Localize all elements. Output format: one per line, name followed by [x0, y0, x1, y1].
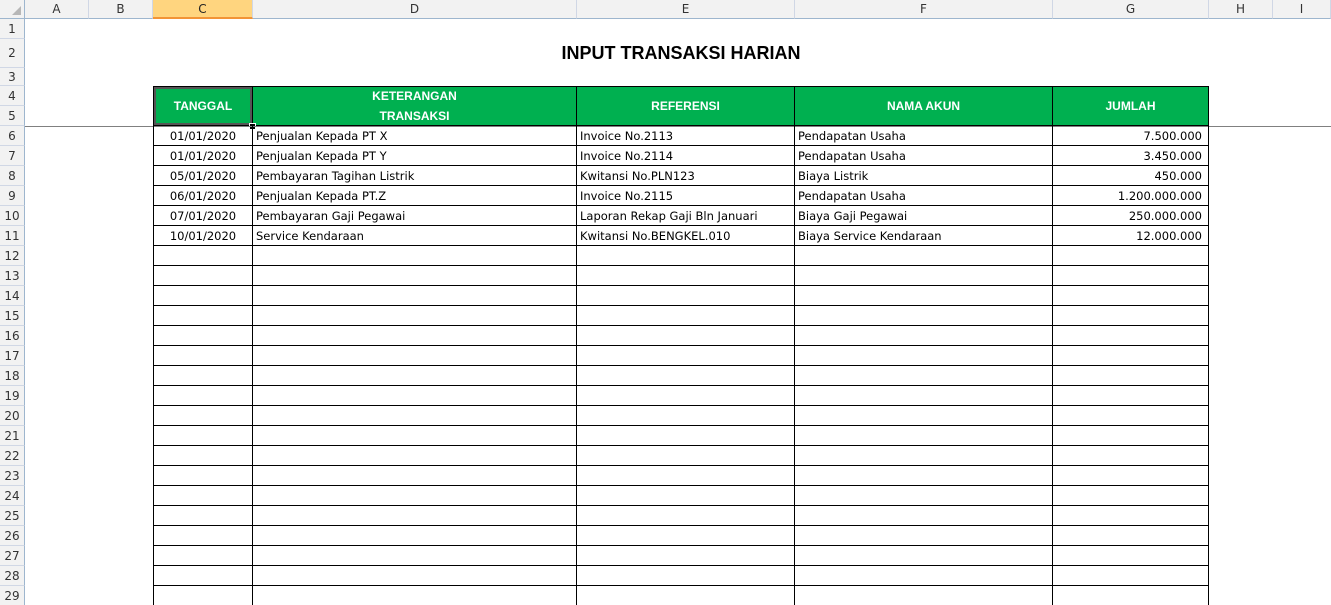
row-header-26[interactable]: 26: [0, 526, 25, 546]
cell-referensi[interactable]: Invoice No.2114: [577, 146, 795, 166]
row-header-18[interactable]: 18: [0, 366, 25, 386]
column-header-f[interactable]: F: [795, 0, 1053, 19]
cell-keterangan[interactable]: [253, 306, 577, 326]
cell-jumlah[interactable]: [1053, 386, 1209, 406]
cell-referensi[interactable]: [577, 446, 795, 466]
cell-jumlah[interactable]: [1053, 566, 1209, 586]
cell-referensi[interactable]: [577, 466, 795, 486]
column-header-a[interactable]: A: [25, 0, 89, 19]
row-header-12[interactable]: 12: [0, 246, 25, 266]
row-header-4[interactable]: 4: [0, 86, 25, 106]
cell-referensi[interactable]: Invoice No.2115: [577, 186, 795, 206]
cell-jumlah[interactable]: [1053, 286, 1209, 306]
cell-nama-akun[interactable]: [795, 246, 1053, 266]
row-header-19[interactable]: 19: [0, 386, 25, 406]
cell-keterangan[interactable]: [253, 446, 577, 466]
header-tanggal[interactable]: TANGGAL: [153, 86, 253, 126]
header-referensi[interactable]: REFERENSI: [577, 86, 795, 126]
row-header-1[interactable]: 1: [0, 19, 25, 39]
cell-keterangan[interactable]: Penjualan Kepada PT.Z: [253, 186, 577, 206]
select-all-corner[interactable]: [0, 0, 25, 19]
cell-tanggal[interactable]: [153, 346, 253, 366]
column-header-i[interactable]: I: [1273, 0, 1331, 19]
cell-nama-akun[interactable]: [795, 466, 1053, 486]
cell-nama-akun[interactable]: [795, 586, 1053, 605]
row-header-28[interactable]: 28: [0, 566, 25, 586]
cell-jumlah[interactable]: [1053, 506, 1209, 526]
cell-jumlah[interactable]: [1053, 266, 1209, 286]
cell-nama-akun[interactable]: [795, 446, 1053, 466]
row-header-25[interactable]: 25: [0, 506, 25, 526]
column-header-d[interactable]: D: [253, 0, 577, 19]
row-header-2[interactable]: 2: [0, 39, 25, 68]
cell-keterangan[interactable]: Pembayaran Tagihan Listrik: [253, 166, 577, 186]
cell-tanggal[interactable]: 01/01/2020: [153, 146, 253, 166]
cell-keterangan[interactable]: [253, 546, 577, 566]
cell-jumlah[interactable]: 12.000.000: [1053, 226, 1209, 246]
row-header-13[interactable]: 13: [0, 266, 25, 286]
cell-keterangan[interactable]: Penjualan Kepada PT Y: [253, 146, 577, 166]
column-header-e[interactable]: E: [577, 0, 795, 19]
cell-keterangan[interactable]: [253, 346, 577, 366]
cell-nama-akun[interactable]: Biaya Gaji Pegawai: [795, 206, 1053, 226]
column-header-g[interactable]: G: [1053, 0, 1209, 19]
cell-jumlah[interactable]: 450.000: [1053, 166, 1209, 186]
column-header-c[interactable]: C: [153, 0, 253, 19]
row-header-11[interactable]: 11: [0, 226, 25, 246]
cell-keterangan[interactable]: [253, 406, 577, 426]
cell-tanggal[interactable]: [153, 246, 253, 266]
cell-referensi[interactable]: [577, 546, 795, 566]
cell-nama-akun[interactable]: [795, 266, 1053, 286]
column-header-h[interactable]: H: [1209, 0, 1273, 19]
sheet-title[interactable]: INPUT TRANSAKSI HARIAN: [561, 43, 801, 63]
row-header-9[interactable]: 9: [0, 186, 25, 206]
row-header-23[interactable]: 23: [0, 466, 25, 486]
cell-referensi[interactable]: [577, 266, 795, 286]
cell-jumlah[interactable]: 250.000.000: [1053, 206, 1209, 226]
row-header-17[interactable]: 17: [0, 346, 25, 366]
cell-nama-akun[interactable]: [795, 506, 1053, 526]
row-header-24[interactable]: 24: [0, 486, 25, 506]
cell-keterangan[interactable]: [253, 466, 577, 486]
cell-keterangan[interactable]: [253, 386, 577, 406]
row-header-21[interactable]: 21: [0, 426, 25, 446]
cell-keterangan[interactable]: [253, 566, 577, 586]
row-header-27[interactable]: 27: [0, 546, 25, 566]
cell-jumlah[interactable]: [1053, 586, 1209, 605]
cell-referensi[interactable]: [577, 286, 795, 306]
cell-referensi[interactable]: [577, 426, 795, 446]
cell-tanggal[interactable]: [153, 306, 253, 326]
cell-jumlah[interactable]: 1.200.000.000: [1053, 186, 1209, 206]
cell-nama-akun[interactable]: Biaya Service Kendaraan: [795, 226, 1053, 246]
header-keterangan-line1: KETERANGAN: [372, 89, 457, 103]
cell-referensi[interactable]: [577, 566, 795, 586]
row-header-3[interactable]: 3: [0, 68, 25, 86]
cell-jumlah[interactable]: [1053, 366, 1209, 386]
cell-tanggal[interactable]: [153, 446, 253, 466]
cell-referensi[interactable]: [577, 326, 795, 346]
cell-referensi[interactable]: [577, 306, 795, 326]
cell-tanggal[interactable]: [153, 506, 253, 526]
row-header-16[interactable]: 16: [0, 326, 25, 346]
cell-referensi[interactable]: [577, 486, 795, 506]
cell-jumlah[interactable]: [1053, 526, 1209, 546]
cell-referensi[interactable]: [577, 246, 795, 266]
cell-nama-akun[interactable]: Biaya Listrik: [795, 166, 1053, 186]
cell-keterangan[interactable]: [253, 426, 577, 446]
cell-keterangan[interactable]: [253, 526, 577, 546]
cell-referensi[interactable]: [577, 506, 795, 526]
cell-tanggal[interactable]: [153, 406, 253, 426]
row-header-15[interactable]: 15: [0, 306, 25, 326]
cell-referensi[interactable]: Laporan Rekap Gaji Bln Januari: [577, 206, 795, 226]
cell-tanggal[interactable]: 07/01/2020: [153, 206, 253, 226]
cell-nama-akun[interactable]: [795, 326, 1053, 346]
row-header-10[interactable]: 10: [0, 206, 25, 226]
row-header-7[interactable]: 7: [0, 146, 25, 166]
cell-nama-akun[interactable]: [795, 286, 1053, 306]
cell-keterangan[interactable]: [253, 246, 577, 266]
row-header-29[interactable]: 29: [0, 586, 25, 605]
cell-tanggal[interactable]: [153, 526, 253, 546]
cell-keterangan[interactable]: Pembayaran Gaji Pegawai: [253, 206, 577, 226]
column-header-b[interactable]: B: [89, 0, 153, 19]
cell-tanggal[interactable]: 01/01/2020: [153, 126, 253, 146]
cell-jumlah[interactable]: [1053, 346, 1209, 366]
cell-nama-akun[interactable]: [795, 546, 1053, 566]
row-header-22[interactable]: 22: [0, 446, 25, 466]
cell-keterangan[interactable]: Penjualan Kepada PT X: [253, 126, 577, 146]
cell-nama-akun[interactable]: [795, 306, 1053, 326]
cell-nama-akun[interactable]: [795, 566, 1053, 586]
cell-jumlah[interactable]: [1053, 426, 1209, 446]
cell-referensi[interactable]: Invoice No.2113: [577, 126, 795, 146]
cell-nama-akun[interactable]: [795, 406, 1053, 426]
cell-tanggal[interactable]: [153, 386, 253, 406]
header-nama-akun[interactable]: NAMA AKUN: [795, 86, 1053, 126]
cell-nama-akun[interactable]: [795, 386, 1053, 406]
cell-jumlah[interactable]: [1053, 546, 1209, 566]
header-keterangan-line2: TRANSAKSI: [379, 109, 450, 123]
cell-keterangan[interactable]: [253, 486, 577, 506]
cell-jumlah[interactable]: [1053, 446, 1209, 466]
cell-jumlah[interactable]: 3.450.000: [1053, 146, 1209, 166]
header-jumlah[interactable]: JUMLAH: [1053, 86, 1209, 126]
cell-jumlah[interactable]: 7.500.000: [1053, 126, 1209, 146]
cell-tanggal[interactable]: 06/01/2020: [153, 186, 253, 206]
cell-tanggal[interactable]: 10/01/2020: [153, 226, 253, 246]
cell-keterangan[interactable]: Service Kendaraan: [253, 226, 577, 246]
cell-tanggal[interactable]: [153, 326, 253, 346]
row-header-14[interactable]: 14: [0, 286, 25, 306]
cell-nama-akun[interactable]: [795, 486, 1053, 506]
cell-referensi[interactable]: [577, 406, 795, 426]
cell-referensi[interactable]: [577, 346, 795, 366]
cell-tanggal[interactable]: [153, 286, 253, 306]
cell-referensi[interactable]: Kwitansi No.BENGKEL.010: [577, 226, 795, 246]
cell-tanggal[interactable]: [153, 546, 253, 566]
row-header-6[interactable]: 6: [0, 126, 25, 146]
cell-tanggal[interactable]: [153, 466, 253, 486]
cell-keterangan[interactable]: [253, 366, 577, 386]
cell-tanggal[interactable]: [153, 486, 253, 506]
cell-nama-akun[interactable]: [795, 346, 1053, 366]
cell-keterangan[interactable]: [253, 266, 577, 286]
cell-referensi[interactable]: [577, 386, 795, 406]
cell-tanggal[interactable]: 05/01/2020: [153, 166, 253, 186]
cell-jumlah[interactable]: [1053, 466, 1209, 486]
cell-tanggal[interactable]: [153, 266, 253, 286]
select-all-triangle-icon: [12, 6, 21, 15]
cell-nama-akun[interactable]: [795, 526, 1053, 546]
cell-referensi[interactable]: [577, 586, 795, 605]
cell-jumlah[interactable]: [1053, 326, 1209, 346]
cell-jumlah[interactable]: [1053, 406, 1209, 426]
cell-tanggal[interactable]: [153, 586, 253, 605]
row-header-8[interactable]: 8: [0, 166, 25, 186]
cell-tanggal[interactable]: [153, 426, 253, 446]
cell-tanggal[interactable]: [153, 366, 253, 386]
cell-nama-akun[interactable]: [795, 366, 1053, 386]
cell-keterangan[interactable]: [253, 286, 577, 306]
cell-nama-akun[interactable]: [795, 426, 1053, 446]
cell-keterangan[interactable]: [253, 326, 577, 346]
cell-jumlah[interactable]: [1053, 486, 1209, 506]
cell-nama-akun[interactable]: Pendapatan Usaha: [795, 126, 1053, 146]
cell-keterangan[interactable]: [253, 586, 577, 605]
cell-jumlah[interactable]: [1053, 306, 1209, 326]
row-header-5[interactable]: 5: [0, 106, 25, 126]
cell-nama-akun[interactable]: Pendapatan Usaha: [795, 186, 1053, 206]
header-keterangan-transaksi[interactable]: [253, 86, 577, 126]
cell-referensi[interactable]: Kwitansi No.PLN123: [577, 166, 795, 186]
cell-nama-akun[interactable]: Pendapatan Usaha: [795, 146, 1053, 166]
row-header-20[interactable]: 20: [0, 406, 25, 426]
cell-tanggal[interactable]: [153, 566, 253, 586]
cell-jumlah[interactable]: [1053, 246, 1209, 266]
cell-referensi[interactable]: [577, 366, 795, 386]
cell-keterangan[interactable]: [253, 506, 577, 526]
cell-referensi[interactable]: [577, 526, 795, 546]
